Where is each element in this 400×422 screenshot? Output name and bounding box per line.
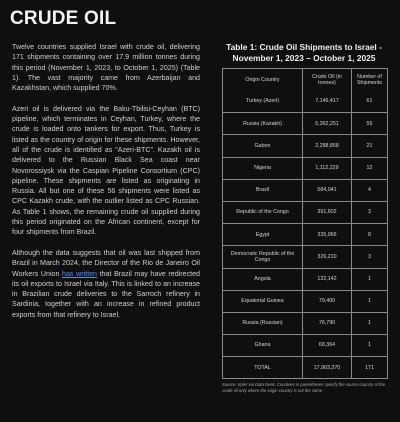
table-source-note: Source: Kpler via Data Desk. Countries in parentheses specify the source country of the crude oil only where the origin country is not the same: [222, 382, 385, 393]
cell-shipments: 12: [366, 164, 373, 171]
header-number-of-shipments: Number of Shipments: [356, 73, 383, 86]
cell-volume: 76,790: [303, 313, 352, 334]
table-title: [214, 42, 394, 63]
paragraph-3-start: Although the data suggests that oil was last shipped from Brazil in March 2024, the Director of the Rio de Janeiro Oil Workers Union: [12, 248, 200, 278]
table-row: [223, 290, 387, 312]
table-row: [223, 223, 387, 245]
cell-volume: 391,602: [303, 202, 352, 223]
cell-shipments: 4: [368, 187, 371, 194]
header-origin-country: Origin Country: [223, 69, 303, 91]
cell-country: Brazil: [223, 180, 303, 201]
cell-country: Angola: [223, 269, 303, 290]
table-title-line-1: Table 1: Crude Oil Shipments to Israel -: [226, 42, 382, 52]
cell-shipments: 3: [368, 253, 371, 260]
cell-shipments: 61: [366, 98, 373, 105]
table-row: [223, 157, 387, 179]
table-header-row: [223, 69, 387, 91]
cell-volume: 17,903,370: [303, 357, 352, 378]
cell-shipments: 171: [365, 364, 374, 371]
cell-country: Republic of the Congo: [223, 202, 303, 223]
cell-shipments: 3: [368, 209, 371, 216]
cell-volume: 2,288,858: [303, 135, 352, 156]
page-title: CRUDE OIL: [10, 8, 117, 29]
cell-volume: 5,362,251: [303, 113, 352, 134]
cell-country: Democratic Republic of the Congo: [223, 246, 303, 267]
table-row: [223, 201, 387, 223]
cell-volume: 326,210: [303, 246, 352, 267]
cell-volume: 79,400: [303, 291, 352, 312]
paragraph-3-end: that Brazil may have redirected its oil exports to Israel via Italy. This is linked to an increase in Brazilian crude deliveries to the Sarroch refinery in Sardinia, together with an increase in refined product exports from that refinery to Israel.: [12, 269, 200, 319]
table-row: [223, 91, 387, 112]
cell-country: Egypt: [223, 224, 303, 245]
table-title-line-2: November 1, 2023 – October 1, 2025: [232, 52, 376, 63]
cell-volume: 68,364: [303, 335, 352, 356]
cell-volume: 7,146,417: [303, 91, 352, 112]
cell-shipments: 1: [368, 298, 371, 305]
table-row: [223, 356, 387, 378]
cell-volume: 1,112,229: [303, 158, 352, 179]
cell-country: Nigeria: [223, 158, 303, 179]
article-body: [12, 42, 200, 330]
shipments-table: [222, 68, 388, 379]
cell-shipments: 21: [366, 142, 373, 149]
table-row: [223, 179, 387, 201]
table-row: [223, 334, 387, 356]
cell-volume: 132,142: [303, 269, 352, 290]
cell-shipments: 1: [368, 342, 371, 349]
table-row: [223, 134, 387, 156]
cell-country: TOTAL: [223, 357, 303, 378]
paragraph-1: Twelve countries supplied Israel with crude oil, delivering 171 shipments containing over 17.9 million tonnes during this period (November 1, 2023, to October 1, 2025) (Table 1). The vast majority came from Azerbaijan and Kazakhstan, which supplied 70%.: [12, 43, 200, 93]
cell-country: Russia (Kazakh): [223, 113, 303, 134]
cell-country: Russia (Russian): [223, 313, 303, 334]
cell-shipments: 1: [368, 320, 371, 327]
cell-country: Turkey (Azeri): [223, 91, 303, 112]
table-row: [223, 112, 387, 134]
cell-shipments: 55: [366, 120, 373, 127]
cell-country: Ghana: [223, 335, 303, 356]
paragraph-2: Azeri oil is delivered via the Baku-Tbilisi-Ceyhan (BTC) pipeline, which terminates in Ceyhan, Turkey, where the crude is loaded onto tankers for export. Thus, Turkey is listed as the country of origin for these shipments. However, all of the crude is identified as “Azeri-BTC”. Kazakh oil is delivered to the Russian Black Sea coast near Novorossiysk via the Caspian Pipeline Consortium (CPC) pipeline. These shipments are listed as originating in Russia. All but one of these 56 shipments were listed as CPC Kazakh crude, with the outlier listed as CPC Russian. As Table 1 shows, the remaining crude oil supplied during this period originated on the African continent, except for four shipments from Brazil.: [12, 104, 200, 237]
has-written-link[interactable]: has written: [62, 269, 97, 278]
header-crude-oil-tonnes: Crude Oil (in tonnes): [303, 69, 352, 91]
table-row: [223, 268, 387, 290]
cell-shipments: 8: [368, 231, 371, 238]
table-panel: [214, 42, 394, 393]
table-row: [223, 312, 387, 334]
cell-country: Equatorial Guinea: [223, 291, 303, 312]
cell-volume: 335,066: [303, 224, 352, 245]
paragraph-3: [12, 248, 200, 320]
cell-volume: 584,041: [303, 180, 352, 201]
cell-shipments: 1: [368, 275, 371, 282]
table-row: [223, 245, 387, 267]
cell-country: Gabon: [223, 135, 303, 156]
